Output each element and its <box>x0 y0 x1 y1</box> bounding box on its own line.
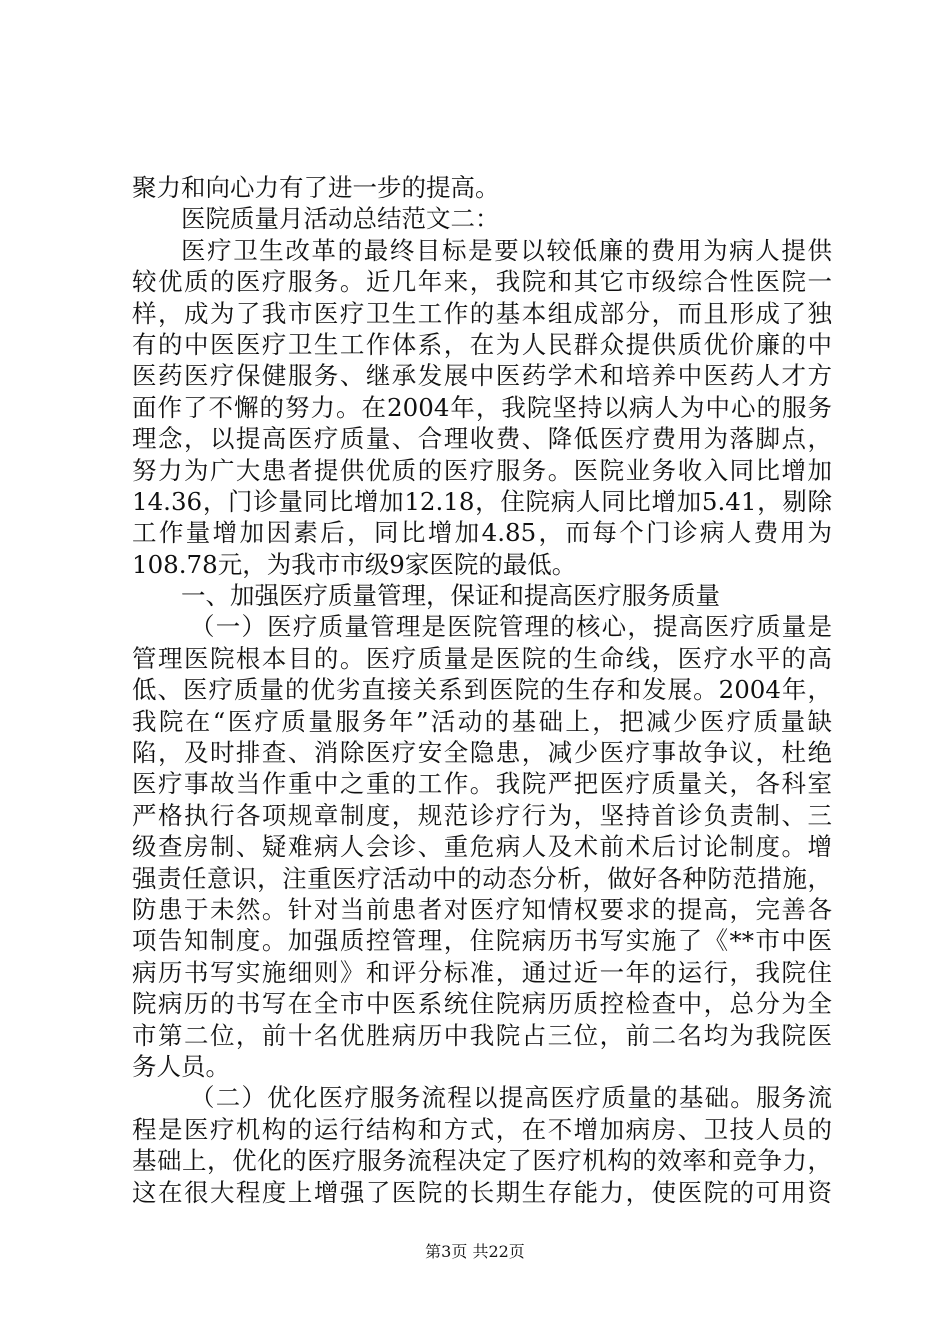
document-body <box>132 172 832 1208</box>
paragraph-line: 医疗事故当作重中之重的工作。我院严把医疗质量关，各科室 <box>132 769 832 799</box>
page-number-footer: 第3页 共22页 <box>425 1242 525 1261</box>
paragraph-line: 工作量增加因素后，同比增加4.85，而每个门诊病人费用为 <box>132 518 832 548</box>
paragraph-line: 级查房制、疑难病人会诊、重危病人及术前术后讨论制度。增 <box>132 832 832 862</box>
paragraph-line: 务人员。 <box>132 1051 230 1081</box>
paragraph-line: 14.36，门诊量同比增加12.18，住院病人同比增加5.41，剔除 <box>132 486 832 516</box>
paragraph-line: 面作了不懈的努力。在2004年，我院坚持以病人为中心的服务 <box>132 392 832 422</box>
paragraph-line: 理念，以提高医疗质量、合理收费、降低医疗费用为落脚点， <box>132 424 832 454</box>
paragraph-line: 防患于未然。针对当前患者对医疗知情权要求的提高，完善各 <box>132 894 832 924</box>
section-heading: 一、加强医疗质量管理，保证和提高医疗服务质量 <box>181 581 720 611</box>
paragraph-line: 程是医疗机构的运行结构和方式，在不增加病房、卫技人员的 <box>132 1114 832 1144</box>
paragraph-line: （二）优化医疗服务流程以提高医疗质量的基础。服务流 <box>190 1083 832 1113</box>
paragraph-line: 项告知制度。加强质控管理，住院病历书写实施了《**市中医 <box>132 926 832 956</box>
paragraph-line: 严格执行各项规章制度，规范诊疗行为，坚持首诊负责制、三 <box>132 800 832 830</box>
paragraph-line: 较优质的医疗服务。近几年来，我院和其它市级综合性医院一 <box>132 267 832 297</box>
paragraph-line: 强责任意识，注重医疗活动中的动态分析，做好各种防范措施， <box>132 863 832 893</box>
paragraph-line: 108.78元，为我市市级9家医院的最低。 <box>132 549 577 579</box>
paragraph-line: 院病历的书写在全市中医系统住院病历质控检查中，总分为全 <box>132 989 832 1019</box>
paragraph-line: 医疗卫生改革的最终目标是要以较低廉的费用为病人提供 <box>181 235 832 265</box>
paragraph-line: 努力为广大患者提供优质的医疗服务。医院业务收入同比增加 <box>132 455 832 485</box>
paragraph-line: 管理医院根本目的。医疗质量是医院的生命线，医疗水平的高 <box>132 643 832 673</box>
paragraph-line: 医药医疗保健服务、继承发展中医药学术和培养中医药人才方 <box>132 361 832 391</box>
paragraph-line: （一）医疗质量管理是医院管理的核心，提高医疗质量是 <box>190 612 832 642</box>
paragraph-line: 样，成为了我市医疗卫生工作的基本组成部分，而且形成了独 <box>132 298 832 328</box>
paragraph-line: 市第二位，前十名优胜病历中我院占三位，前二名均为我院医 <box>132 1020 832 1050</box>
paragraph-line: 基础上，优化的医疗服务流程决定了医疗机构的效率和竞争力， <box>132 1146 832 1176</box>
paragraph-line: 我院在“医疗质量服务年”活动的基础上，把减少医疗质量缺 <box>132 706 832 736</box>
paragraph-line: 病历书写实施细则》和评分标准，通过近一年的运行，我院住 <box>132 957 832 987</box>
paragraph-line: 低、医疗质量的优劣直接关系到医院的生存和发展。2004年， <box>132 675 832 705</box>
paragraph-line: 这在很大程度上增强了医院的长期生存能力，使医院的可用资 <box>132 1177 832 1207</box>
paragraph-line: 聚力和向心力有了进一步的提高。 <box>132 173 500 202</box>
section-heading: 医院质量月活动总结范文二： <box>181 204 500 234</box>
paragraph-line: 陷，及时排查、消除医疗安全隐患，减少医疗事故争议，杜绝 <box>132 738 832 768</box>
paragraph-line: 有的中医医疗卫生工作体系，在为人民群众提供质优价廉的中 <box>132 329 832 359</box>
